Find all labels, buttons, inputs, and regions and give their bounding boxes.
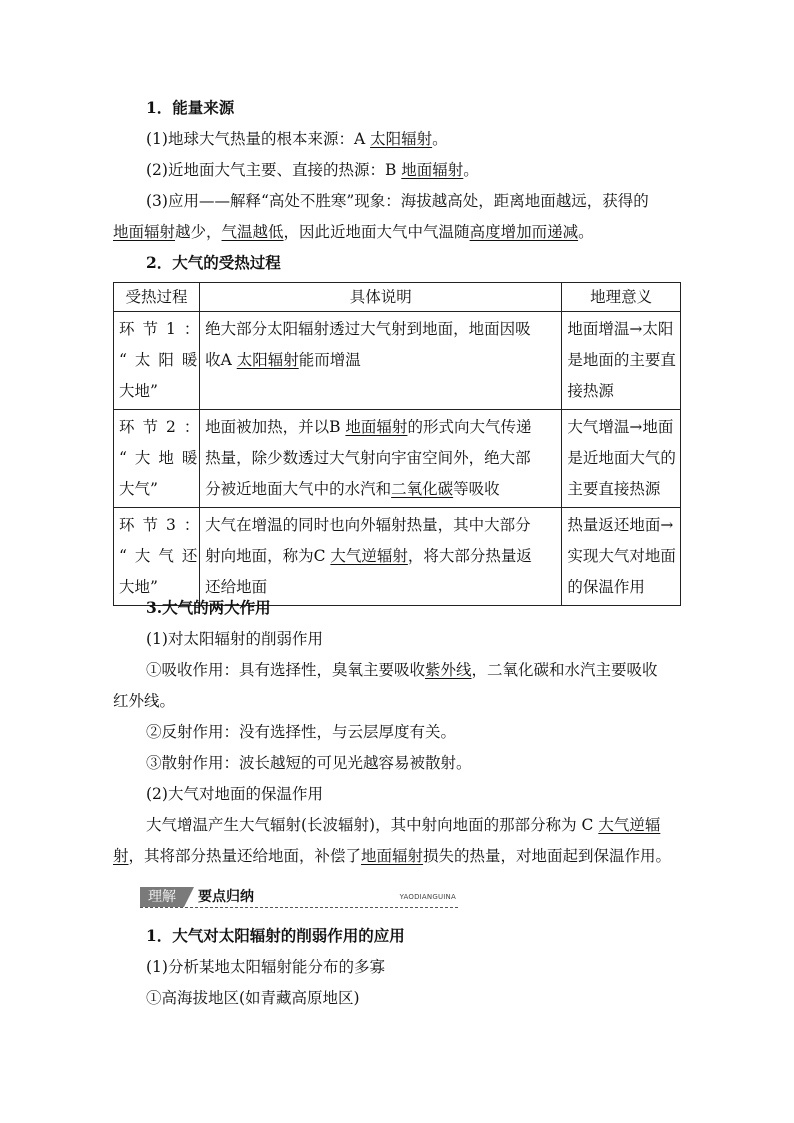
underlined-term: 二氧化碳 bbox=[391, 480, 454, 498]
underlined-term: 地面辐射 bbox=[345, 418, 408, 436]
cell-text: 环节2： bbox=[119, 418, 208, 436]
text: 。 bbox=[578, 223, 594, 241]
cell-text: “太阳暖 bbox=[119, 351, 206, 369]
cell-text: 大地” bbox=[119, 578, 158, 596]
cell-description bbox=[200, 312, 562, 410]
text: ，二氧化碳和水汽主要吸收 bbox=[471, 661, 658, 679]
text: (2)近地面大气主要、直接的热源：B bbox=[146, 161, 402, 179]
banner-title: 要点归纳 bbox=[198, 889, 254, 905]
cell-text: 热量，除少数透过大气射向宇宙空间外，绝大部 bbox=[205, 449, 531, 467]
heading-heating-process: 2．大气的受热过程 bbox=[146, 253, 281, 272]
text: 损失的热量，对地面起到保温作用。 bbox=[423, 847, 672, 865]
text: (1)地球大气热量的根本来源：A bbox=[146, 130, 371, 148]
table-row bbox=[114, 410, 681, 508]
cell-text: “大气还 bbox=[119, 547, 206, 565]
cell-text bbox=[205, 345, 556, 376]
underlined-term: 地面辐射 bbox=[401, 161, 464, 179]
table-row bbox=[114, 508, 681, 606]
heading-two-effects: 3.大气的两大作用 bbox=[146, 598, 271, 617]
section-banner-key-points bbox=[140, 887, 458, 909]
cell-significance bbox=[562, 312, 681, 410]
cell-text: 绝大部分太阳辐射透过大气射到地面，地面因吸 bbox=[205, 320, 531, 338]
heating-process-table bbox=[113, 282, 681, 606]
text: ，其将部分热量还给地面，补偿了 bbox=[128, 847, 362, 865]
cell-text: 大气” bbox=[119, 480, 158, 498]
cell-stage bbox=[114, 410, 208, 508]
cell-text: 地面增温→太阳 bbox=[567, 320, 674, 338]
cell-text: 是近地面大气的 bbox=[567, 449, 676, 467]
table-header-row bbox=[114, 283, 681, 312]
heading-weakening-application: 1．大气对太阳辐射的削弱作用的应用 bbox=[146, 926, 405, 945]
cell-text: 环节3： bbox=[119, 516, 208, 534]
cell-text: 还给地面 bbox=[205, 578, 268, 596]
text: ，因此近地面大气中气温随 bbox=[283, 223, 470, 241]
paragraph-application-line2 bbox=[113, 222, 681, 242]
underlined-term: 太阳辐射 bbox=[370, 130, 433, 148]
underlined-term: 高度增加而递减 bbox=[469, 223, 579, 241]
cell-text bbox=[205, 474, 556, 505]
cell-stage bbox=[114, 312, 208, 410]
table-row bbox=[114, 312, 681, 410]
underlined-term: 大气逆辐 bbox=[598, 816, 661, 834]
cell-text: 环节1： bbox=[119, 320, 208, 338]
text: 越少， bbox=[175, 223, 222, 241]
text: 收A bbox=[205, 351, 237, 369]
underlined-term: 气温越低 bbox=[221, 223, 284, 241]
underlined-term: 地面辐射 bbox=[113, 223, 176, 241]
text: 射向地面，称为C bbox=[205, 547, 331, 565]
cell-text: 大地” bbox=[119, 382, 158, 400]
underlined-term: 太阳辐射 bbox=[236, 351, 299, 369]
underlined-term: 大气逆辐射 bbox=[330, 547, 408, 565]
subheading-insulation: (2)大气对地面的保温作用 bbox=[146, 785, 323, 803]
banner-slash-decoration bbox=[184, 887, 194, 907]
cell-text: 大气增温→地面 bbox=[567, 418, 674, 436]
text: ①吸收作用：具有选择性，臭氧主要吸收 bbox=[146, 661, 426, 679]
list-item-high-altitude: ①高海拔地区(如青藏高原地区) bbox=[146, 989, 360, 1007]
paragraph-insulation-line2 bbox=[113, 846, 681, 866]
underlined-term: 射 bbox=[113, 847, 129, 865]
cell-text: 主要直接热源 bbox=[567, 480, 661, 498]
cell-description bbox=[200, 508, 562, 606]
paragraph-absorption-line1 bbox=[146, 660, 681, 680]
paragraph-reflection: ②反射作用：没有选择性，与云层厚度有关。 bbox=[146, 723, 457, 741]
cell-text: 大气在增温的同时也向外辐射热量，其中大部分 bbox=[205, 516, 531, 534]
cell-text: 接热源 bbox=[567, 382, 614, 400]
text: 的形式向大气传递 bbox=[407, 418, 532, 436]
paragraph-insulation-line1 bbox=[146, 815, 681, 835]
cell-text: 的保温作用 bbox=[567, 578, 645, 596]
text: 地面被加热，并以B bbox=[205, 418, 346, 436]
cell-text: 是地面的主要直 bbox=[567, 351, 676, 369]
cell-text: “大地暖 bbox=[119, 449, 206, 467]
text: 等吸收 bbox=[453, 480, 500, 498]
cell-significance bbox=[562, 410, 681, 508]
cell-text bbox=[205, 412, 556, 443]
banner-pinyin: YAODIANGUINA bbox=[399, 893, 456, 901]
banner-tag: 理解 bbox=[140, 887, 184, 907]
text: 大气增温产生大气辐射(长波辐射)，其中射向地面的那部分称为 C bbox=[146, 816, 599, 834]
paragraph-root-source bbox=[146, 129, 681, 149]
heading-energy-source: 1．能量来源 bbox=[146, 98, 235, 117]
paragraph-direct-source bbox=[146, 160, 681, 180]
text: 。 bbox=[463, 161, 479, 179]
cell-significance bbox=[562, 508, 681, 606]
cell-description bbox=[200, 410, 562, 508]
banner-dashed-rule bbox=[140, 907, 458, 908]
text: 分被近地面大气中的水汽和 bbox=[205, 480, 392, 498]
cell-text bbox=[205, 541, 556, 572]
subheading-weakening: (1)对太阳辐射的削弱作用 bbox=[146, 630, 323, 648]
cell-stage bbox=[114, 508, 208, 606]
cell-text: 热量返还地面→ bbox=[567, 516, 674, 534]
cell-text: 实现大气对地面 bbox=[567, 547, 676, 565]
paragraph-scattering: ③散射作用：波长越短的可见光越容易被散射。 bbox=[146, 754, 472, 772]
subheading-radiation-distribution: (1)分析某地太阳辐射能分布的多寡 bbox=[146, 958, 385, 976]
text: 。 bbox=[432, 130, 448, 148]
header-process: 受热过程 bbox=[114, 283, 200, 312]
header-description: 具体说明 bbox=[200, 283, 562, 312]
text: 能而增温 bbox=[298, 351, 361, 369]
paragraph-application-line1: (3)应用——解释“高处不胜寒”现象：海拔越高处，距离地面越远，获得的 bbox=[146, 192, 649, 210]
underlined-term: 地面辐射 bbox=[361, 847, 424, 865]
underlined-term: 紫外线 bbox=[425, 661, 472, 679]
header-significance: 地理意义 bbox=[562, 283, 681, 312]
paragraph-absorption-line2: 红外线。 bbox=[113, 692, 176, 710]
text: ，将大部分热量返 bbox=[407, 547, 532, 565]
